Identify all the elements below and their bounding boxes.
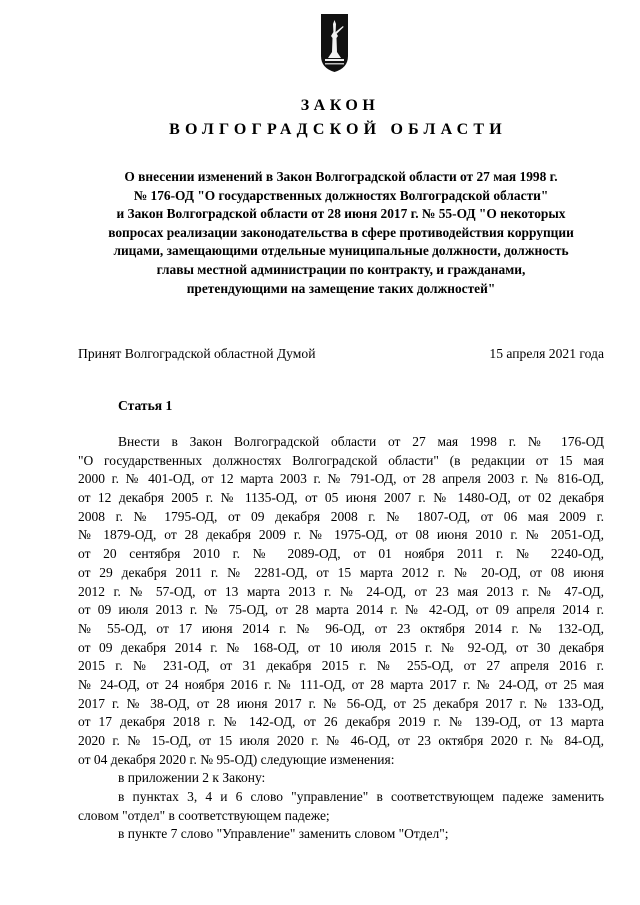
body-line: Внести в Закон Волгоградской области от 27 мая 1998 г. № 176-ОД — [118, 434, 604, 449]
body-line: 2017 г. № 38-ОД, от 28 июня 2017 г. № 56-ОД, от 25 декабря 2017 г. № 133-ОД, — [78, 695, 604, 711]
law-title: ЗАКОН — [300, 97, 380, 114]
body-line: от 29 декабря 2011 г. № 2281-ОД, от 15 марта 2012 г. № 20-ОД, от 08 июня — [78, 564, 604, 580]
body-line: 2015 г. № 231-ОД, от 31 декабря 2015 г. № 255-ОД, от 27 апреля 2016 г. — [78, 658, 604, 674]
subtitle-line: лицами, замещающими отдельные муниципальные должности, должность — [113, 243, 569, 259]
body-line: 2012 г. № 57-ОД, от 13 марта 2013 г. № 24-ОД, от 23 мая 2013 г. № 47-ОД, — [78, 583, 604, 599]
article-body — [78, 433, 604, 844]
region-title: ВОЛГОГРАДСКОЙ ОБЛАСТИ — [169, 121, 507, 138]
subtitle-line: претендующими на замещение таких должностей" — [186, 280, 496, 296]
subtitle-line: и Закон Волгоградской области от 28 июня 2017 г. № 55-ОД "О некоторых — [116, 206, 566, 222]
adoption-date: 15 апреля 2021 года — [489, 346, 604, 361]
body-line: № 1879-ОД, от 28 декабря 2009 г. № 1975-ОД, от 08 июня 2010 г. № 2051-ОД, — [78, 527, 604, 543]
body-line: от 04 декабря 2020 г. № 95-ОД) следующие изменения: — [78, 751, 395, 767]
body-line: от 12 декабря 2005 г. № 1135-ОД, от 05 июня 2007 г. № 1480-ОД, от 02 декабря — [78, 490, 604, 506]
subtitle-line: № 176-ОД "О государственных должностях Волгоградской области" — [133, 187, 549, 203]
coat-of-arms-emblem — [319, 12, 350, 74]
body-line: "О государственных должностях Волгоградской области" (в редакции от 15 мая — [78, 452, 604, 468]
body-line: № 55-ОД, от 17 июня 2014 г. № 96-ОД, от 23 октября 2014 г. № 132-ОД, — [78, 620, 604, 636]
body-line: 2020 г. № 15-ОД, от 15 июля 2020 г. № 46-ОД, от 23 октября 2020 г. № 84-ОД, — [78, 733, 604, 748]
body-line: в приложении 2 к Закону: — [118, 770, 266, 786]
body-line: от 20 сентября 2010 г. № 2089-ОД, от 01 ноября 2011 г. № 2240-ОД, — [78, 546, 604, 562]
body-line: от 09 июля 2013 г. № 75-ОД, от 28 марта 2014 г. № 42-ОД, от 09 апреля 2014 г. — [78, 602, 604, 618]
body-line: № 24-ОД, от 24 ноября 2016 г. № 111-ОД, от 28 марта 2017 г. № 24-ОД, от 25 мая — [78, 676, 604, 692]
adopted-by: Принят Волгоградской областной Думой — [78, 346, 316, 361]
article-heading: Статья 1 — [118, 398, 173, 413]
subtitle-line: главы местной администрации по контракту, и гражданами, — [156, 261, 526, 277]
body-line: 2000 г. № 401-ОД, от 12 марта 2003 г. № 791-ОД, от 28 апреля 2003 г. № 816-ОД, — [78, 471, 604, 487]
body-line: в пунктах 3, 4 и 6 слово "управление" в соответствующем падеже заменить — [118, 789, 604, 805]
law-subtitle — [78, 168, 604, 298]
body-line: в пункте 7 слово "Управление" заменить словом "Отдел"; — [118, 826, 449, 842]
body-line: словом "отдел" в соответствующем падеже; — [78, 807, 330, 823]
body-line: от 17 декабря 2018 г. № 142-ОД, от 26 декабря 2019 г. № 139-ОД, от 13 марта — [78, 714, 604, 730]
subtitle-line: вопросах реализации законодательства в сфере противодействия коррупции — [108, 224, 574, 240]
subtitle-line: О внесении изменений в Закон Волгоградской области от 27 мая 1998 г. — [124, 169, 558, 184]
body-line: от 09 декабря 2014 г. № 168-ОД, от 10 июля 2015 г. № 92-ОД, от 30 декабря — [78, 639, 604, 655]
body-line: 2008 г. № 1795-ОД, от 09 декабря 2008 г. № 1807-ОД, от 06 мая 2009 г. — [78, 508, 604, 524]
